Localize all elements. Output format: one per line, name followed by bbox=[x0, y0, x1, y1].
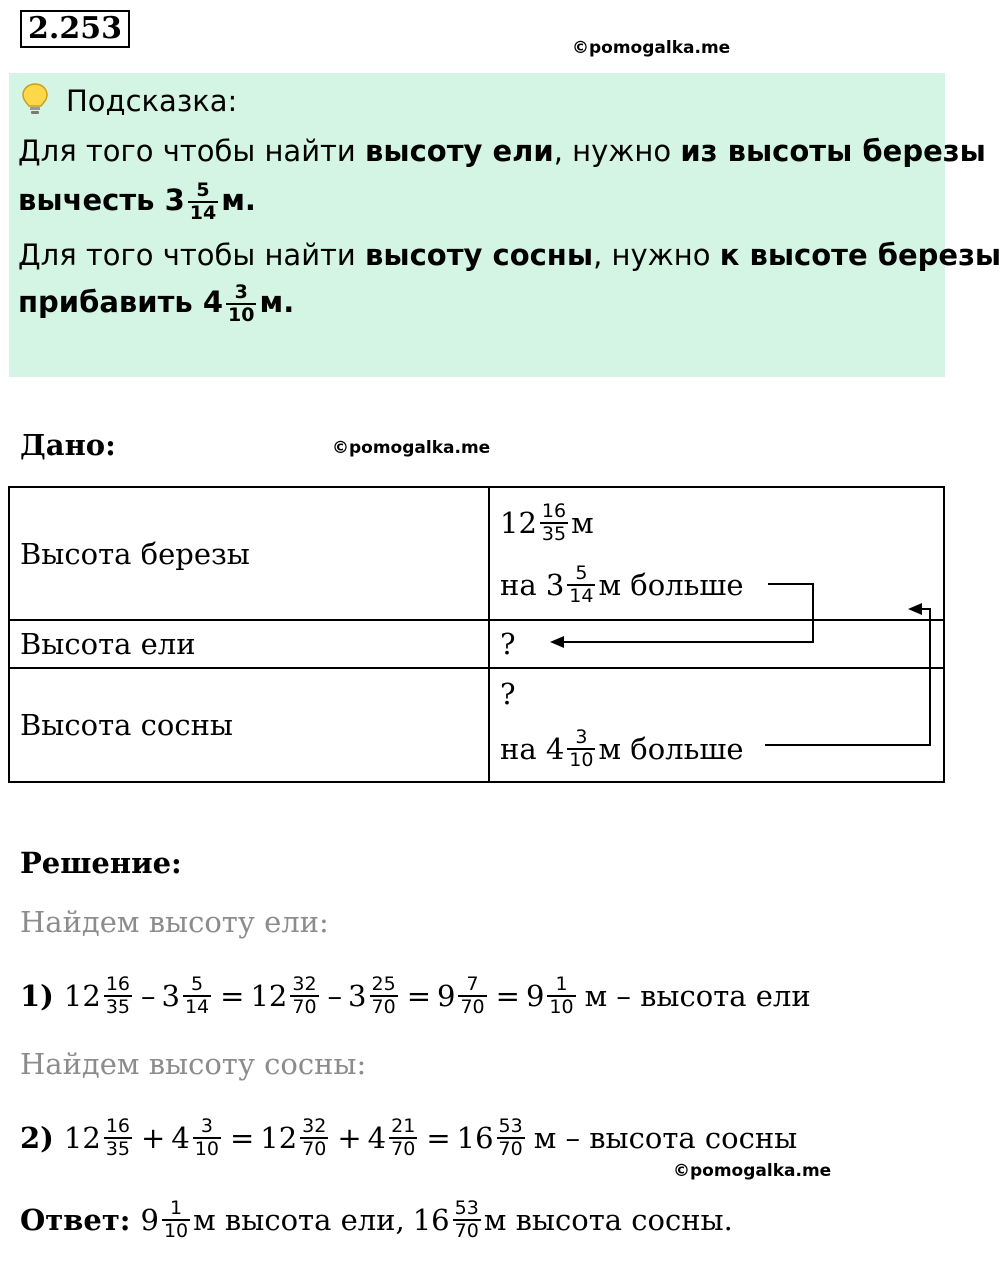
hint-text: , нужно bbox=[553, 134, 681, 168]
hint-bold: высоту ели bbox=[365, 134, 554, 168]
fraction: $\frac{5}{14}$ bbox=[569, 561, 594, 607]
hint-bold: м. bbox=[221, 183, 256, 217]
row-value: 12 $\frac{16}{35}$ м на 3 $\frac{5}{14}$ м больше bbox=[489, 487, 944, 620]
step1-equation: 1) 12 $\frac{16}{35}$ – 3 $\frac{5}{14}$ = 12 $\frac{32}{70}$ – 3 $\frac{25}{70}$ = 9 $\frac{7}{70}$ = 9 $\frac{1}{10}$ м – высота ели bbox=[20, 973, 811, 1018]
hint-bold: вычесть 3 bbox=[18, 183, 185, 217]
row-label: Высота сосны bbox=[9, 668, 489, 782]
row-value: ? на 4 $\frac{3}{10}$ м больше bbox=[489, 668, 944, 782]
fraction: $\frac{3}{10}$ bbox=[569, 726, 594, 771]
hint-bold: прибавить 4 bbox=[18, 285, 224, 319]
solution-title: Решение: bbox=[20, 846, 182, 880]
row-label: Высота березы bbox=[9, 487, 489, 620]
given-title: Дано: bbox=[20, 428, 116, 462]
hint-title: Подсказка: bbox=[66, 84, 238, 118]
hint-text: , нужно bbox=[593, 238, 720, 272]
step1-caption: Найдем высоту ели: bbox=[20, 905, 329, 939]
fraction: $\frac{16}{35}$ bbox=[541, 499, 567, 545]
row-value: ? bbox=[489, 620, 944, 668]
hint-bold: из высоты березы bbox=[680, 134, 986, 168]
watermark-bottom: ©pomogalka.me bbox=[673, 1161, 832, 1181]
hint-text: Для того чтобы найти bbox=[18, 134, 365, 168]
row-label: Высота ели bbox=[9, 620, 489, 668]
watermark-top: ©pomogalka.me bbox=[572, 38, 731, 58]
step2-caption: Найдем высоту сосны: bbox=[20, 1047, 367, 1081]
watermark-mid: ©pomogalka.me bbox=[332, 438, 491, 458]
fraction: $\frac{5}{14}$ bbox=[189, 179, 217, 224]
hint-bold: к высоте березы bbox=[719, 238, 1001, 272]
step2-equation: 2) 12 $\frac{16}{35}$ + 4 $\frac{3}{10}$ = 12 $\frac{32}{70}$ + 4 $\frac{21}{70}$ = 16 $\frac{53}{70}$ м – высота сосны bbox=[20, 1115, 798, 1160]
problem-number: 2.253 bbox=[20, 10, 130, 48]
hint-bold: м. bbox=[259, 285, 295, 319]
answer-line: Ответ: 9 $\frac{1}{10}$ м высота ели, 16 $\frac{53}{70}$ м высота сосны. bbox=[20, 1197, 733, 1242]
hint-text: Для того чтобы найти bbox=[18, 238, 365, 272]
hint-bold: высоту сосны bbox=[365, 238, 594, 272]
fraction: $\frac{3}{10}$ bbox=[228, 281, 255, 326]
